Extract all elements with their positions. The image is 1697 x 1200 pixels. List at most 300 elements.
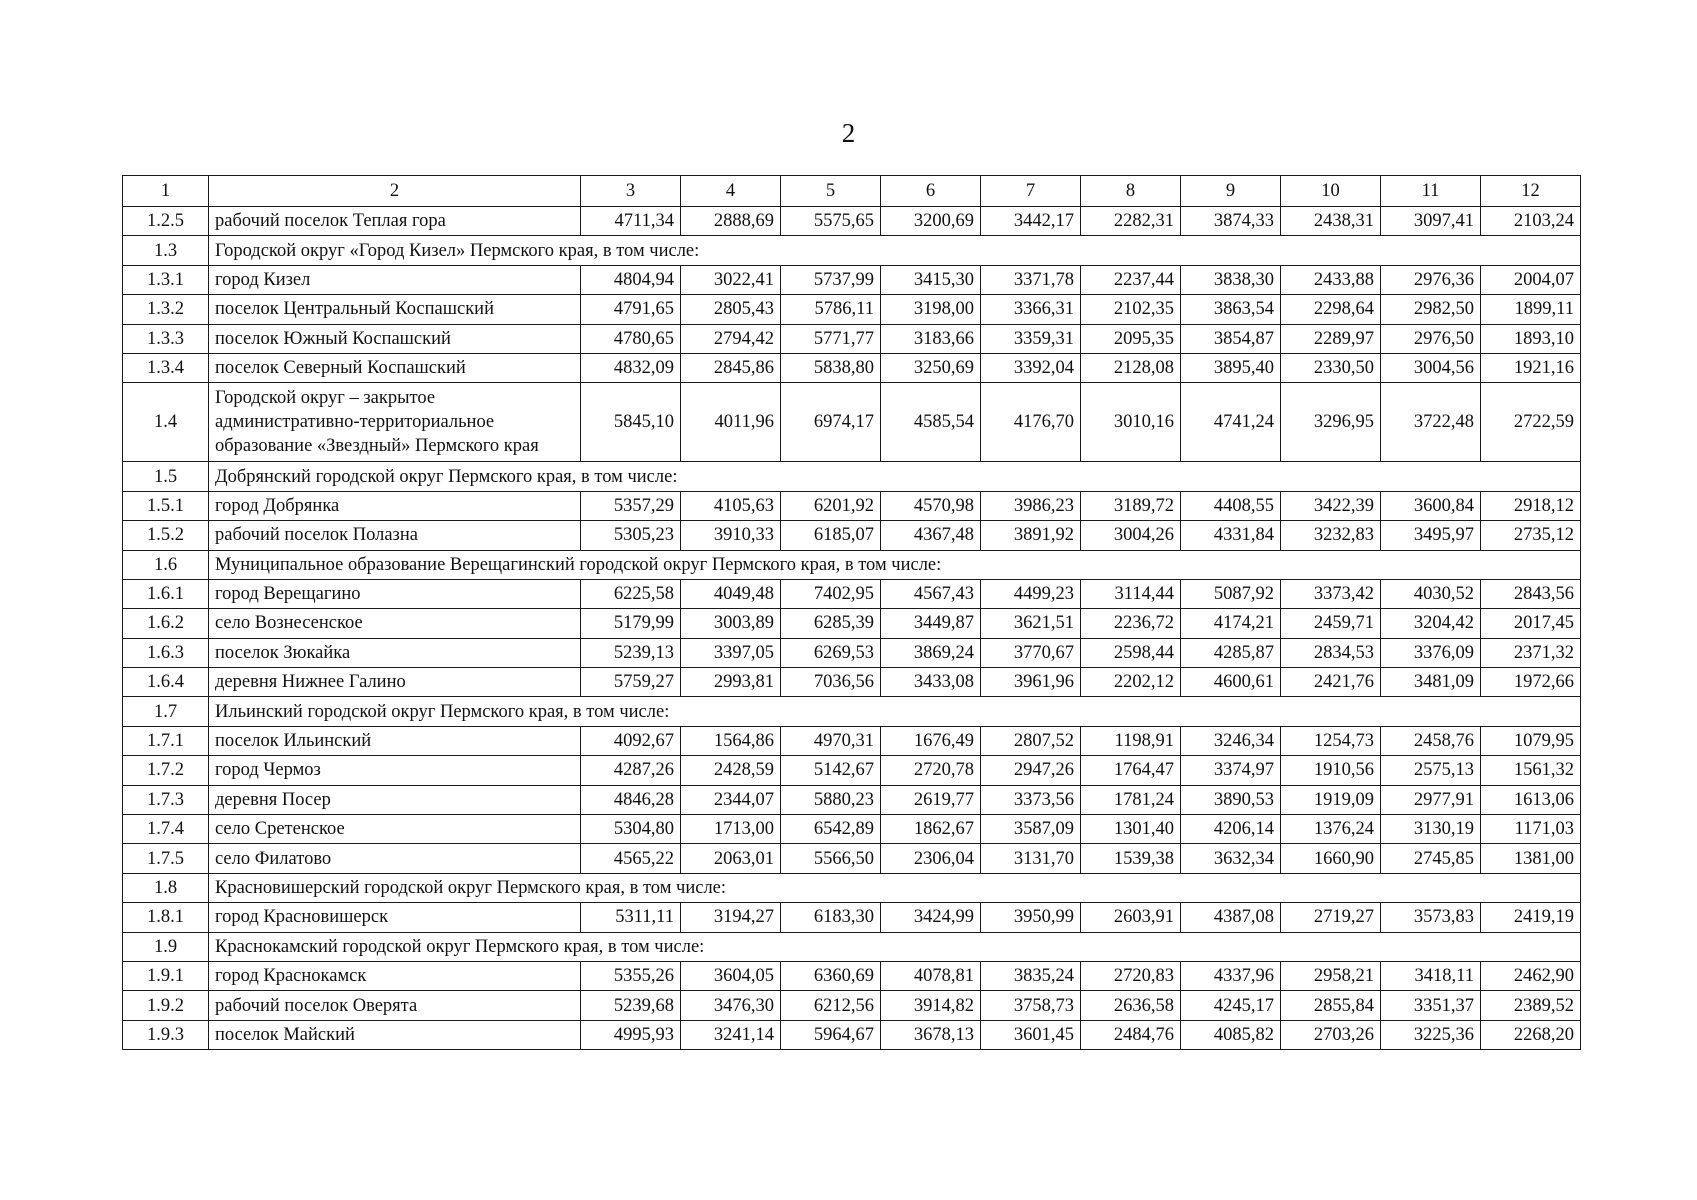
value-cell: 4711,34 bbox=[581, 207, 681, 236]
value-cell: 2745,85 bbox=[1381, 844, 1481, 873]
value-cell: 1613,06 bbox=[1481, 785, 1581, 814]
value-cell: 1921,16 bbox=[1481, 353, 1581, 382]
row-name-line: административно-территориальное bbox=[215, 412, 495, 433]
table-row bbox=[123, 521, 1581, 550]
row-name: город Верещагино bbox=[209, 579, 581, 608]
header-cell: 8 bbox=[1081, 176, 1181, 207]
value-cell: 2843,56 bbox=[1481, 579, 1581, 608]
page-number: 2 bbox=[841, 118, 856, 148]
header-cell: 5 bbox=[781, 176, 881, 207]
value-cell: 2237,44 bbox=[1081, 265, 1181, 294]
value-cell: 4285,87 bbox=[1181, 638, 1281, 667]
value-cell: 2982,50 bbox=[1381, 295, 1481, 324]
row-number: 1.3 bbox=[123, 236, 209, 265]
value-cell: 5575,65 bbox=[781, 207, 881, 236]
value-cell: 3241,14 bbox=[681, 1020, 781, 1049]
value-cell: 4408,55 bbox=[1181, 491, 1281, 520]
value-cell: 3961,96 bbox=[981, 668, 1081, 697]
row-name: поселок Северный Коспашский bbox=[209, 353, 581, 382]
value-cell: 3415,30 bbox=[881, 265, 981, 294]
value-cell: 2458,76 bbox=[1381, 726, 1481, 755]
header-cell: 11 bbox=[1381, 176, 1481, 207]
value-cell: 1676,49 bbox=[881, 726, 981, 755]
value-cell: 7402,95 bbox=[781, 579, 881, 608]
value-cell: 4600,61 bbox=[1181, 668, 1281, 697]
row-number: 1.8 bbox=[123, 873, 209, 902]
value-cell: 3914,82 bbox=[881, 991, 981, 1020]
table-row bbox=[123, 991, 1581, 1020]
value-cell: 3371,78 bbox=[981, 265, 1081, 294]
value-cell: 2722,59 bbox=[1481, 383, 1581, 462]
section-row bbox=[123, 873, 1581, 902]
row-number: 1.5 bbox=[123, 462, 209, 491]
row-name: поселок Зюкайка bbox=[209, 638, 581, 667]
value-cell: 7036,56 bbox=[781, 668, 881, 697]
value-cell: 2063,01 bbox=[681, 844, 781, 873]
value-cell: 6225,58 bbox=[581, 579, 681, 608]
value-cell: 1781,24 bbox=[1081, 785, 1181, 814]
value-cell: 2268,20 bbox=[1481, 1020, 1581, 1049]
value-cell: 1539,38 bbox=[1081, 844, 1181, 873]
value-cell: 4049,48 bbox=[681, 579, 781, 608]
value-cell: 2958,21 bbox=[1281, 961, 1381, 990]
header-cell: 3 bbox=[581, 176, 681, 207]
value-cell: 2575,13 bbox=[1381, 756, 1481, 785]
header-cell: 10 bbox=[1281, 176, 1381, 207]
section-row bbox=[123, 462, 1581, 491]
value-cell: 5305,23 bbox=[581, 521, 681, 550]
value-cell: 3097,41 bbox=[1381, 207, 1481, 236]
value-cell: 3722,48 bbox=[1381, 383, 1481, 462]
value-cell: 5845,10 bbox=[581, 383, 681, 462]
row-number: 1.2.5 bbox=[123, 207, 209, 236]
value-cell: 4387,08 bbox=[1181, 903, 1281, 932]
value-cell: 5357,29 bbox=[581, 491, 681, 520]
row-name: город Краснокамск bbox=[209, 961, 581, 990]
value-cell: 3890,53 bbox=[1181, 785, 1281, 814]
row-number: 1.5.2 bbox=[123, 521, 209, 550]
value-cell: 2459,71 bbox=[1281, 609, 1381, 638]
value-cell: 2719,27 bbox=[1281, 903, 1381, 932]
table-row bbox=[123, 324, 1581, 353]
value-cell: 3869,24 bbox=[881, 638, 981, 667]
value-cell: 5179,99 bbox=[581, 609, 681, 638]
value-cell: 5239,68 bbox=[581, 991, 681, 1020]
table-row bbox=[123, 726, 1581, 755]
row-name: деревня Нижнее Галино bbox=[209, 668, 581, 697]
section-row bbox=[123, 932, 1581, 961]
value-cell: 3854,87 bbox=[1181, 324, 1281, 353]
value-cell: 3950,99 bbox=[981, 903, 1081, 932]
section-title: Городской округ «Город Кизел» Пермского края, в том числе: bbox=[209, 236, 1581, 265]
section-title: Красновишерский городской округ Пермского края, в том числе: bbox=[209, 873, 1581, 902]
value-cell: 3010,16 bbox=[1081, 383, 1181, 462]
row-number: 1.7.4 bbox=[123, 815, 209, 844]
value-cell: 3891,92 bbox=[981, 521, 1081, 550]
value-cell: 2371,32 bbox=[1481, 638, 1581, 667]
value-cell: 5964,67 bbox=[781, 1020, 881, 1049]
header-row bbox=[123, 176, 1581, 207]
value-cell: 3225,36 bbox=[1381, 1020, 1481, 1049]
value-cell: 2603,91 bbox=[1081, 903, 1181, 932]
value-cell: 2636,58 bbox=[1081, 991, 1181, 1020]
value-cell: 2807,52 bbox=[981, 726, 1081, 755]
value-cell: 4174,21 bbox=[1181, 609, 1281, 638]
value-cell: 2976,50 bbox=[1381, 324, 1481, 353]
value-cell: 4245,17 bbox=[1181, 991, 1281, 1020]
value-cell: 4176,70 bbox=[981, 383, 1081, 462]
value-cell: 4105,63 bbox=[681, 491, 781, 520]
value-cell: 2017,45 bbox=[1481, 609, 1581, 638]
table-row bbox=[123, 383, 1581, 462]
row-name: поселок Ильинский bbox=[209, 726, 581, 755]
value-cell: 5880,23 bbox=[781, 785, 881, 814]
value-cell: 1862,67 bbox=[881, 815, 981, 844]
value-cell: 3022,41 bbox=[681, 265, 781, 294]
row-number: 1.5.1 bbox=[123, 491, 209, 520]
row-number: 1.9.3 bbox=[123, 1020, 209, 1049]
value-cell: 6360,69 bbox=[781, 961, 881, 990]
value-cell: 3296,95 bbox=[1281, 383, 1381, 462]
value-cell: 4085,82 bbox=[1181, 1020, 1281, 1049]
header-cell: 7 bbox=[981, 176, 1081, 207]
value-cell: 1919,09 bbox=[1281, 785, 1381, 814]
value-cell: 2735,12 bbox=[1481, 521, 1581, 550]
value-cell: 2282,31 bbox=[1081, 207, 1181, 236]
value-cell: 5838,80 bbox=[781, 353, 881, 382]
value-cell: 3373,56 bbox=[981, 785, 1081, 814]
value-cell: 2428,59 bbox=[681, 756, 781, 785]
value-cell: 2805,43 bbox=[681, 295, 781, 324]
table-row bbox=[123, 609, 1581, 638]
value-cell: 5087,92 bbox=[1181, 579, 1281, 608]
table-row bbox=[123, 207, 1581, 236]
table-row bbox=[123, 785, 1581, 814]
value-cell: 3601,45 bbox=[981, 1020, 1081, 1049]
value-cell: 3114,44 bbox=[1081, 579, 1181, 608]
value-cell: 3359,31 bbox=[981, 324, 1081, 353]
value-cell: 4565,22 bbox=[581, 844, 681, 873]
table-row bbox=[123, 815, 1581, 844]
row-number: 1.6.3 bbox=[123, 638, 209, 667]
row-number: 1.6.4 bbox=[123, 668, 209, 697]
table-row bbox=[123, 961, 1581, 990]
value-cell: 5304,80 bbox=[581, 815, 681, 844]
value-cell: 3433,08 bbox=[881, 668, 981, 697]
table-row bbox=[123, 1020, 1581, 1049]
value-cell: 3351,37 bbox=[1381, 991, 1481, 1020]
row-number: 1.8.1 bbox=[123, 903, 209, 932]
row-number: 1.7 bbox=[123, 697, 209, 726]
value-cell: 5566,50 bbox=[781, 844, 881, 873]
value-cell: 3621,51 bbox=[981, 609, 1081, 638]
row-number: 1.3.2 bbox=[123, 295, 209, 324]
value-cell: 1899,11 bbox=[1481, 295, 1581, 324]
value-cell: 2419,19 bbox=[1481, 903, 1581, 932]
header-cell: 1 bbox=[123, 176, 209, 207]
value-cell: 6212,56 bbox=[781, 991, 881, 1020]
row-number: 1.3.3 bbox=[123, 324, 209, 353]
value-cell: 3130,19 bbox=[1381, 815, 1481, 844]
tariff-table bbox=[122, 175, 1581, 1050]
value-cell: 1893,10 bbox=[1481, 324, 1581, 353]
value-cell: 4011,96 bbox=[681, 383, 781, 462]
value-cell: 1561,32 bbox=[1481, 756, 1581, 785]
value-cell: 3838,30 bbox=[1181, 265, 1281, 294]
value-cell: 3250,69 bbox=[881, 353, 981, 382]
value-cell: 3194,27 bbox=[681, 903, 781, 932]
value-cell: 2202,12 bbox=[1081, 668, 1181, 697]
row-name: город Чермоз bbox=[209, 756, 581, 785]
value-cell: 2888,69 bbox=[681, 207, 781, 236]
value-cell: 3495,97 bbox=[1381, 521, 1481, 550]
value-cell: 4570,98 bbox=[881, 491, 981, 520]
table-row bbox=[123, 756, 1581, 785]
value-cell: 1713,00 bbox=[681, 815, 781, 844]
value-cell: 4804,94 bbox=[581, 265, 681, 294]
value-cell: 4337,96 bbox=[1181, 961, 1281, 990]
value-cell: 2845,86 bbox=[681, 353, 781, 382]
value-cell: 2128,08 bbox=[1081, 353, 1181, 382]
value-cell: 1910,56 bbox=[1281, 756, 1381, 785]
value-cell: 6185,07 bbox=[781, 521, 881, 550]
value-cell: 3204,42 bbox=[1381, 609, 1481, 638]
row-name: город Красновишерск bbox=[209, 903, 581, 932]
value-cell: 1660,90 bbox=[1281, 844, 1381, 873]
table-row bbox=[123, 903, 1581, 932]
row-name-line: Городской округ – закрытое bbox=[215, 388, 436, 409]
value-cell: 5737,99 bbox=[781, 265, 881, 294]
value-cell: 5311,11 bbox=[581, 903, 681, 932]
value-cell: 4970,31 bbox=[781, 726, 881, 755]
table-row bbox=[123, 491, 1581, 520]
value-cell: 4499,23 bbox=[981, 579, 1081, 608]
value-cell: 2298,64 bbox=[1281, 295, 1381, 324]
value-cell: 6285,39 bbox=[781, 609, 881, 638]
value-cell: 4780,65 bbox=[581, 324, 681, 353]
row-name-line: образование «Звездный» Пермского края bbox=[215, 436, 539, 457]
header-cell: 4 bbox=[681, 176, 781, 207]
value-cell: 3418,11 bbox=[1381, 961, 1481, 990]
section-row bbox=[123, 697, 1581, 726]
value-cell: 3200,69 bbox=[881, 207, 981, 236]
value-cell: 2433,88 bbox=[1281, 265, 1381, 294]
value-cell: 3004,56 bbox=[1381, 353, 1481, 382]
section-row bbox=[123, 550, 1581, 579]
value-cell: 1301,40 bbox=[1081, 815, 1181, 844]
value-cell: 6201,92 bbox=[781, 491, 881, 520]
row-name: рабочий поселок Полазна bbox=[209, 521, 581, 550]
table-row bbox=[123, 265, 1581, 294]
value-cell: 3198,00 bbox=[881, 295, 981, 324]
value-cell: 3392,04 bbox=[981, 353, 1081, 382]
table-row bbox=[123, 844, 1581, 873]
value-cell: 4567,43 bbox=[881, 579, 981, 608]
value-cell: 3910,33 bbox=[681, 521, 781, 550]
value-cell: 3632,34 bbox=[1181, 844, 1281, 873]
section-row bbox=[123, 236, 1581, 265]
value-cell: 3895,40 bbox=[1181, 353, 1281, 382]
value-cell: 3373,42 bbox=[1281, 579, 1381, 608]
row-name: город Добрянка bbox=[209, 491, 581, 520]
table-row bbox=[123, 668, 1581, 697]
value-cell: 3587,09 bbox=[981, 815, 1081, 844]
value-cell: 2103,24 bbox=[1481, 207, 1581, 236]
value-cell: 4585,54 bbox=[881, 383, 981, 462]
value-cell: 3481,09 bbox=[1381, 668, 1481, 697]
value-cell: 4030,52 bbox=[1381, 579, 1481, 608]
row-number: 1.6.2 bbox=[123, 609, 209, 638]
value-cell: 2918,12 bbox=[1481, 491, 1581, 520]
value-cell: 1198,91 bbox=[1081, 726, 1181, 755]
table-body bbox=[123, 176, 1581, 1050]
value-cell: 2236,72 bbox=[1081, 609, 1181, 638]
row-number: 1.4 bbox=[123, 383, 209, 462]
value-cell: 3442,17 bbox=[981, 207, 1081, 236]
row-number: 1.3.1 bbox=[123, 265, 209, 294]
row-name: деревня Посер bbox=[209, 785, 581, 814]
value-cell: 4078,81 bbox=[881, 961, 981, 990]
value-cell: 4741,24 bbox=[1181, 383, 1281, 462]
value-cell: 2004,07 bbox=[1481, 265, 1581, 294]
value-cell: 2484,76 bbox=[1081, 1020, 1181, 1049]
value-cell: 2462,90 bbox=[1481, 961, 1581, 990]
value-cell: 2720,83 bbox=[1081, 961, 1181, 990]
value-cell: 3397,05 bbox=[681, 638, 781, 667]
value-cell: 2438,31 bbox=[1281, 207, 1381, 236]
value-cell: 2947,26 bbox=[981, 756, 1081, 785]
value-cell: 3183,66 bbox=[881, 324, 981, 353]
value-cell: 5142,67 bbox=[781, 756, 881, 785]
row-name: город Кизел bbox=[209, 265, 581, 294]
value-cell: 4791,65 bbox=[581, 295, 681, 324]
value-cell: 3376,09 bbox=[1381, 638, 1481, 667]
row-number: 1.7.3 bbox=[123, 785, 209, 814]
value-cell: 3366,31 bbox=[981, 295, 1081, 324]
value-cell: 3874,33 bbox=[1181, 207, 1281, 236]
table-row bbox=[123, 353, 1581, 382]
value-cell: 3004,26 bbox=[1081, 521, 1181, 550]
value-cell: 5759,27 bbox=[581, 668, 681, 697]
table-row bbox=[123, 638, 1581, 667]
value-cell: 5771,77 bbox=[781, 324, 881, 353]
value-cell: 5786,11 bbox=[781, 295, 881, 324]
section-title: Ильинский городской округ Пермского края, в том числе: bbox=[209, 697, 1581, 726]
row-number: 1.9 bbox=[123, 932, 209, 961]
row-name: село Сретенское bbox=[209, 815, 581, 844]
value-cell: 4846,28 bbox=[581, 785, 681, 814]
value-cell: 6974,17 bbox=[781, 383, 881, 462]
row-number: 1.7.2 bbox=[123, 756, 209, 785]
value-cell: 3003,89 bbox=[681, 609, 781, 638]
value-cell: 3232,83 bbox=[1281, 521, 1381, 550]
value-cell: 5355,26 bbox=[581, 961, 681, 990]
value-cell: 4331,84 bbox=[1181, 521, 1281, 550]
value-cell: 2095,35 bbox=[1081, 324, 1181, 353]
value-cell: 2389,52 bbox=[1481, 991, 1581, 1020]
value-cell: 1171,03 bbox=[1481, 815, 1581, 844]
value-cell: 4206,14 bbox=[1181, 815, 1281, 844]
row-name: рабочий поселок Теплая гора bbox=[209, 207, 581, 236]
row-name: поселок Центральный Коспашский bbox=[209, 295, 581, 324]
value-cell: 2598,44 bbox=[1081, 638, 1181, 667]
row-number: 1.6 bbox=[123, 550, 209, 579]
value-cell: 1381,00 bbox=[1481, 844, 1581, 873]
row-number: 1.7.5 bbox=[123, 844, 209, 873]
value-cell: 1079,95 bbox=[1481, 726, 1581, 755]
value-cell: 3246,34 bbox=[1181, 726, 1281, 755]
row-name: рабочий поселок Оверята bbox=[209, 991, 581, 1020]
header-cell: 12 bbox=[1481, 176, 1581, 207]
row-name: село Вознесенское bbox=[209, 609, 581, 638]
value-cell: 3189,72 bbox=[1081, 491, 1181, 520]
value-cell: 4092,67 bbox=[581, 726, 681, 755]
row-number: 1.7.1 bbox=[123, 726, 209, 755]
value-cell: 1376,24 bbox=[1281, 815, 1381, 844]
value-cell: 2703,26 bbox=[1281, 1020, 1381, 1049]
value-cell: 3770,67 bbox=[981, 638, 1081, 667]
row-number: 1.3.4 bbox=[123, 353, 209, 382]
header-cell: 2 bbox=[209, 176, 581, 207]
row-name: поселок Майский bbox=[209, 1020, 581, 1049]
value-cell: 3422,39 bbox=[1281, 491, 1381, 520]
value-cell: 3374,97 bbox=[1181, 756, 1281, 785]
header-cell: 9 bbox=[1181, 176, 1281, 207]
value-cell: 4367,48 bbox=[881, 521, 981, 550]
value-cell: 1972,66 bbox=[1481, 668, 1581, 697]
value-cell: 6183,30 bbox=[781, 903, 881, 932]
value-cell: 1764,47 bbox=[1081, 756, 1181, 785]
section-title: Добрянский городской округ Пермского края, в том числе: bbox=[209, 462, 1581, 491]
value-cell: 5239,13 bbox=[581, 638, 681, 667]
value-cell: 2306,04 bbox=[881, 844, 981, 873]
value-cell: 3573,83 bbox=[1381, 903, 1481, 932]
value-cell: 3600,84 bbox=[1381, 491, 1481, 520]
value-cell: 4832,09 bbox=[581, 353, 681, 382]
value-cell: 2619,77 bbox=[881, 785, 981, 814]
value-cell: 3131,70 bbox=[981, 844, 1081, 873]
value-cell: 2421,76 bbox=[1281, 668, 1381, 697]
value-cell: 2289,97 bbox=[1281, 324, 1381, 353]
value-cell: 3604,05 bbox=[681, 961, 781, 990]
value-cell: 4287,26 bbox=[581, 756, 681, 785]
value-cell: 1564,86 bbox=[681, 726, 781, 755]
row-number: 1.6.1 bbox=[123, 579, 209, 608]
header-cell: 6 bbox=[881, 176, 981, 207]
value-cell: 2330,50 bbox=[1281, 353, 1381, 382]
value-cell: 3758,73 bbox=[981, 991, 1081, 1020]
row-number: 1.9.1 bbox=[123, 961, 209, 990]
table-row bbox=[123, 295, 1581, 324]
value-cell: 2794,42 bbox=[681, 324, 781, 353]
value-cell: 3424,99 bbox=[881, 903, 981, 932]
table-row bbox=[123, 579, 1581, 608]
value-cell: 4995,93 bbox=[581, 1020, 681, 1049]
value-cell: 1254,73 bbox=[1281, 726, 1381, 755]
value-cell: 3476,30 bbox=[681, 991, 781, 1020]
value-cell: 3863,54 bbox=[1181, 295, 1281, 324]
value-cell: 3449,87 bbox=[881, 609, 981, 638]
value-cell: 2720,78 bbox=[881, 756, 981, 785]
section-title: Краснокамский городской округ Пермского края, в том числе: bbox=[209, 932, 1581, 961]
value-cell: 2977,91 bbox=[1381, 785, 1481, 814]
value-cell: 6269,53 bbox=[781, 638, 881, 667]
row-name: поселок Южный Коспашский bbox=[209, 324, 581, 353]
value-cell: 2102,35 bbox=[1081, 295, 1181, 324]
value-cell: 2976,36 bbox=[1381, 265, 1481, 294]
value-cell: 6542,89 bbox=[781, 815, 881, 844]
section-title: Муниципальное образование Верещагинский городской округ Пермского края, в том числе: bbox=[209, 550, 1581, 579]
